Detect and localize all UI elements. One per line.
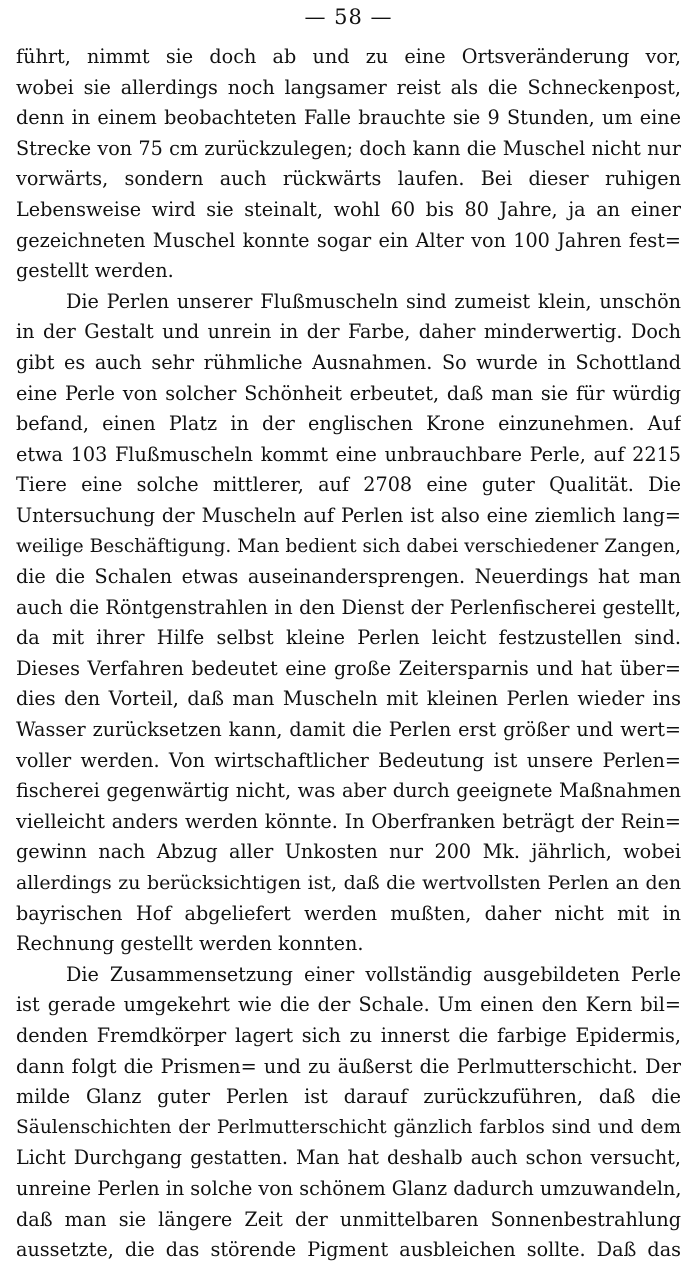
text-line: daß man sie längere Zeit der unmittelbaren Sonnenbestrahlung — [16, 1207, 681, 1231]
text-line: befand, einen Platz in der englischen Krone einzunehmen. Auf — [16, 412, 681, 436]
text-line: dies den Vorteil, daß man Muscheln mit kleinen Perlen wieder ins — [16, 687, 681, 711]
text-line: etwa 103 Flußmuscheln kommt eine unbrauchbare Perle, auf 2215 — [16, 442, 681, 466]
text-line: voller werden. Von wirtschaftlicher Bedeutung ist unsere Perlen= — [16, 748, 681, 772]
text-line: da mit ihrer Hilfe selbst kleine Perlen leicht festzustellen sind. — [16, 626, 681, 650]
text-line: gezeichneten Muschel konnte sogar ein Alter von 100 Jahren fest= — [16, 228, 681, 252]
text-line: gestellt werden. — [16, 259, 174, 283]
text-line: Wasser zurücksetzen kann, damit die Perlen erst größer und wert= — [16, 718, 681, 742]
text-line: aussetzte, die das störende Pigment ausbleichen sollte. Daß das — [16, 1238, 681, 1262]
text-line: vielleicht anders werden könnte. In Oberfranken beträgt der Rein= — [16, 809, 681, 833]
text-line: Die Perlen unserer Flußmuscheln sind zumeist klein, unschön — [66, 289, 681, 313]
text-line: unreine Perlen in solche von schönem Glanz dadurch umzuwandeln, — [16, 1176, 681, 1200]
text-line: Säulenschichten der Perlmutterschicht gänzlich farblos sind und dem — [16, 1116, 681, 1138]
text-line: wobei sie allerdings noch langsamer reist als die Schneckenpost, — [16, 75, 681, 99]
paragraph-1 — [16, 42, 681, 287]
text-line: führt, nimmt sie doch ab und zu eine Ortsveränderung vor, — [16, 45, 681, 68]
text-line: Die Zusammensetzung einer vollständig ausgebildeten Perle — [66, 962, 681, 986]
text-line: vorwärts, sondern auch rückwärts laufen. Bei dieser ruhigen — [16, 167, 681, 191]
text-line: milde Glanz guter Perlen ist darauf zurückzuführen, daß die — [16, 1085, 681, 1109]
text-line: Strecke von 75 cm zurückzulegen; doch kann die Muschel nicht nur — [16, 136, 681, 160]
text-line: fischerei gegenwärtig nicht, was aber durch geeignete Maßnahmen — [16, 779, 681, 803]
text-line: in der Gestalt und unrein in der Farbe, daher minderwertig. Doch — [16, 320, 681, 344]
paragraph-3 — [16, 960, 681, 1266]
text-line: auch die Röntgenstrahlen in den Dienst der Perlenfischerei gestellt, — [16, 595, 681, 619]
body-text — [16, 42, 681, 1266]
text-line: Licht Durchgang gestatten. Man hat deshalb auch schon versucht, — [16, 1146, 681, 1170]
text-line: denden Fremdkörper lagert sich zu innerst die farbige Epidermis, — [16, 1024, 681, 1047]
text-line: Lebensweise wird sie steinalt, wohl 60 bis 80 Jahre, ja an einer — [16, 197, 681, 221]
text-line: Dieses Verfahren bedeutet eine große Zeitersparnis und hat über= — [16, 656, 681, 680]
text-line: allerdings zu berücksichtigen ist, daß die wertvollsten Perlen an den — [16, 872, 681, 895]
text-line: eine Perle von solcher Schönheit erbeutet, daß man sie für würdig — [16, 381, 681, 405]
text-line: bayrischen Hof abgeliefert werden mußten, daher nicht mit in — [16, 901, 681, 925]
paragraph-2 — [16, 287, 681, 960]
text-line: weilige Beschäftigung. Man bedient sich dabei verschiedener Zangen, — [16, 535, 681, 557]
text-line: Untersuchung der Muscheln auf Perlen ist also eine ziemlich lang= — [16, 503, 681, 527]
text-line: ist gerade umgekehrt wie die der Schale. Um einen den Kern bil= — [16, 993, 681, 1017]
text-line: Rechnung gestellt werden konnten. — [16, 932, 364, 956]
text-line: die die Schalen etwas auseinandersprengen. Neuerdings hat man — [16, 565, 681, 589]
text-line: gibt es auch sehr rühmliche Ausnahmen. So wurde in Schottland — [16, 350, 681, 374]
text-line: gewinn nach Abzug aller Unkosten nur 200 Mk. jährlich, wobei — [16, 840, 681, 864]
text-line: Tiere eine solche mittlerer, auf 2708 eine guter Qualität. Die — [16, 473, 681, 497]
text-line: denn in einem beobachteten Falle brauchte sie 9 Stunden, um eine — [16, 106, 681, 130]
page-number: — 58 — — [304, 5, 393, 29]
text-line: dann folgt die Prismen= und zu äußerst die Perlmutterschicht. Der — [16, 1054, 681, 1078]
